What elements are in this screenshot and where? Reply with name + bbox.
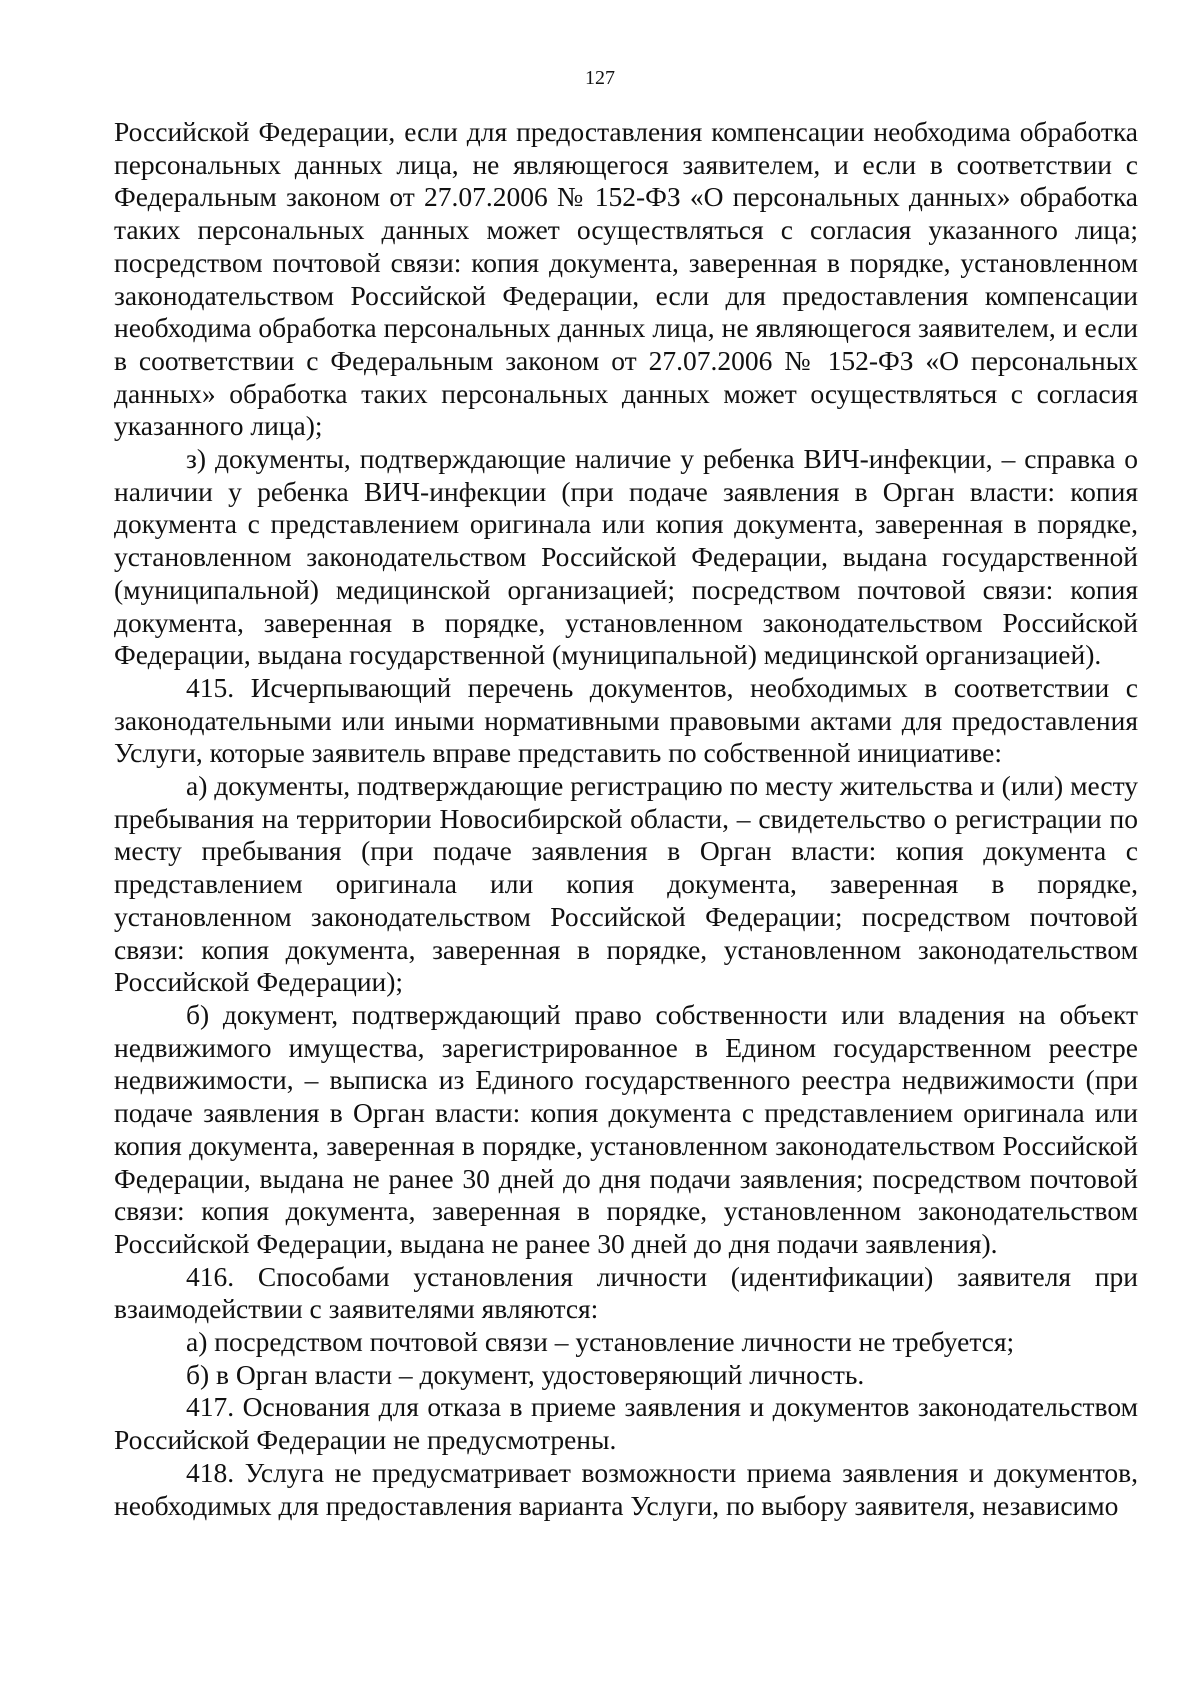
paragraph-417: 417. Основания для отказа в приеме заявления и документов законодательством Российской Федерации не предусмотрены.: [114, 1391, 1138, 1456]
paragraph-418: 418. Услуга не предусматривает возможности приема заявления и документов, необходимых для предоставления варианта Услуги, по выбору заявителя, независимо: [114, 1456, 1138, 1521]
paragraph-415-a: а) документы, подтверждающие регистрацию по месту жительства и (или) месту пребывания на территории Новосибирской области, – свидетельство о регистрации по месту пребывания (при подаче заявления в Орган власти: копия документа с представлением оригинала или копия документа, заверенная в порядке, установленном законодательством Российской Федерации; посредством почтовой связи: копия документа, заверенная в порядке, установленном законодательством Российской Федерации);: [114, 770, 1138, 998]
paragraph-415-b: б) документ, подтверждающий право собственности или владения на объект недвижимого имущества, зарегистрированное в Едином государственном реестре недвижимости, – выписка из Единого государственного реестра недвижимости (при подаче заявления в Орган власти: копия документа с представлением оригинала или копия документа, заверенная в порядке, установленном законодательством Российской Федерации, выдана не ранее 30 дней до дня подачи заявления; посредством почтовой связи: копия документа, заверенная в порядке, установленном законодательством Российской Федерации, выдана не ранее 30 дней до дня подачи заявления).: [114, 998, 1138, 1259]
paragraph-continuation: Российской Федерации, если для предоставления компенсации необходима обработка персональных данных лица, не являющегося заявителем, и если в соответствии с Федеральным законом от 27.07.2006 № 152-ФЗ «О персональных данных» обработка таких персональных данных может осуществляться с согласия указанного лица; посредством почтовой связи: копия документа, заверенная в порядке, установленном законодательством Российской Федерации, если для предоставления компенсации необходима обработка персональных данных лица, не являющегося заявителем, и если в соответствии с Федеральным законом от 27.07.2006 № 152-ФЗ «О персональных данных» обработка таких персональных данных может осуществляться с согласия указанного лица);: [114, 116, 1138, 442]
paragraph-416-a: а) посредством почтовой связи – установление личности не требуется;: [186, 1326, 1015, 1358]
paragraph-416: 416. Способами установления личности (идентификации) заявителя при взаимодействии с заявителями являются:: [114, 1260, 1138, 1325]
paragraph-415: 415. Исчерпывающий перечень документов, необходимых в соответствии с законодательными или иными нормативными правовыми актами для предоставления Услуги, которые заявитель вправе представить по собственной инициативе:: [114, 671, 1138, 769]
document-body: [114, 116, 1138, 1522]
paragraph-item-z: з) документы, подтверждающие наличие у ребенка ВИЧ-инфекции, – справка о наличии у ребенка ВИЧ-инфекции (при подаче заявления в Орган власти: копия документа с представлением оригинала или копия документа, заверенная в порядке, установленном законодательством Российской Федерации, выдана государственной (муниципальной) медицинской организацией; посредством почтовой связи: копия документа, заверенная в порядке, установленном законодательством Российской Федерации, выдана государственной (муниципальной) медицинской организацией).: [114, 443, 1138, 671]
page-number: 127: [585, 67, 615, 89]
paragraph-416-b: б) в Орган власти – документ, удостоверяющий личность.: [186, 1358, 865, 1390]
